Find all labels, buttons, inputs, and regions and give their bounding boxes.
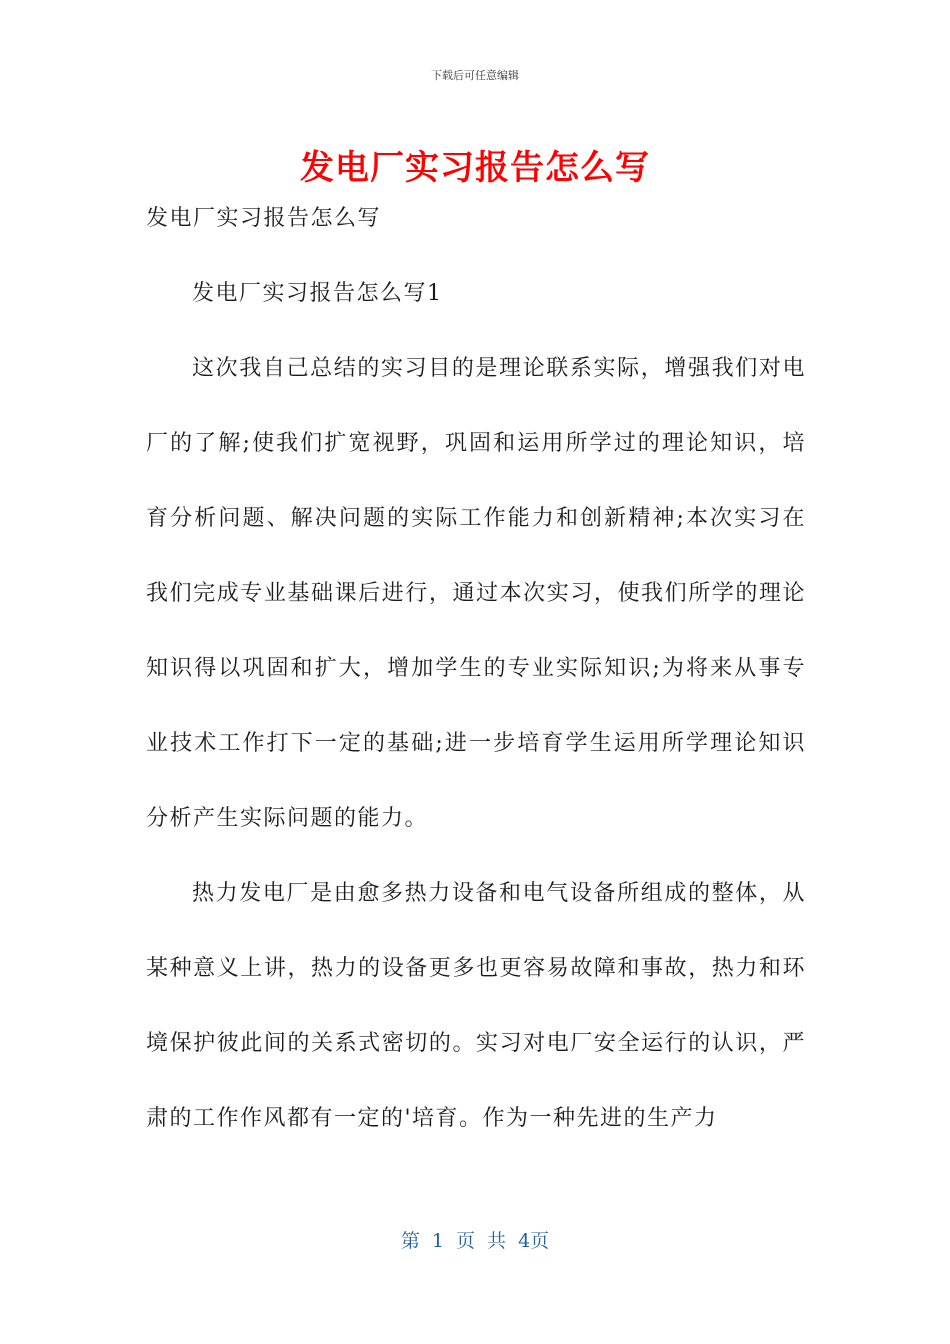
- paragraph-text: 这次我自己总结的实习目的是理论联系实际，增强我们对电厂的了解;使我们扩宽视野，巩固和运用所学过的理论知识，培育分析问题、解决问题的实际工作能力和创新精神;本次实习在我们完成专业基础课后进行，通过本次实习，使我们所学的理论知识得以巩固和扩大，增加学生的专业实际知识;为将来从事专业技术工作打下一定的基础;进一步培育学生运用所学理论知识分析产生实际问题的能力。: [146, 356, 806, 831]
- paragraph: [146, 331, 806, 856]
- section-heading: 发电厂实习报告怎么写1: [192, 281, 443, 306]
- document-title: 发电厂实习报告怎么写: [300, 148, 650, 188]
- paragraph: [146, 856, 806, 1156]
- paragraph-text: 热力发电厂是由愈多热力设备和电气设备所组成的整体，从某种意义上讲，热力的设备更多也更容易故障和事故，热力和环境保护彼此间的关系式密切的。实习对电厂安全运行的认识，严肃的工作作风都有一定的'培育。作为一种先进的生产力: [146, 881, 806, 1131]
- page-indicator: 第 1 页 共 4页: [400, 1230, 550, 1252]
- header-note: 下载后可任意编辑: [431, 69, 519, 82]
- document-subtitle: 发电厂实习报告怎么写: [146, 206, 382, 231]
